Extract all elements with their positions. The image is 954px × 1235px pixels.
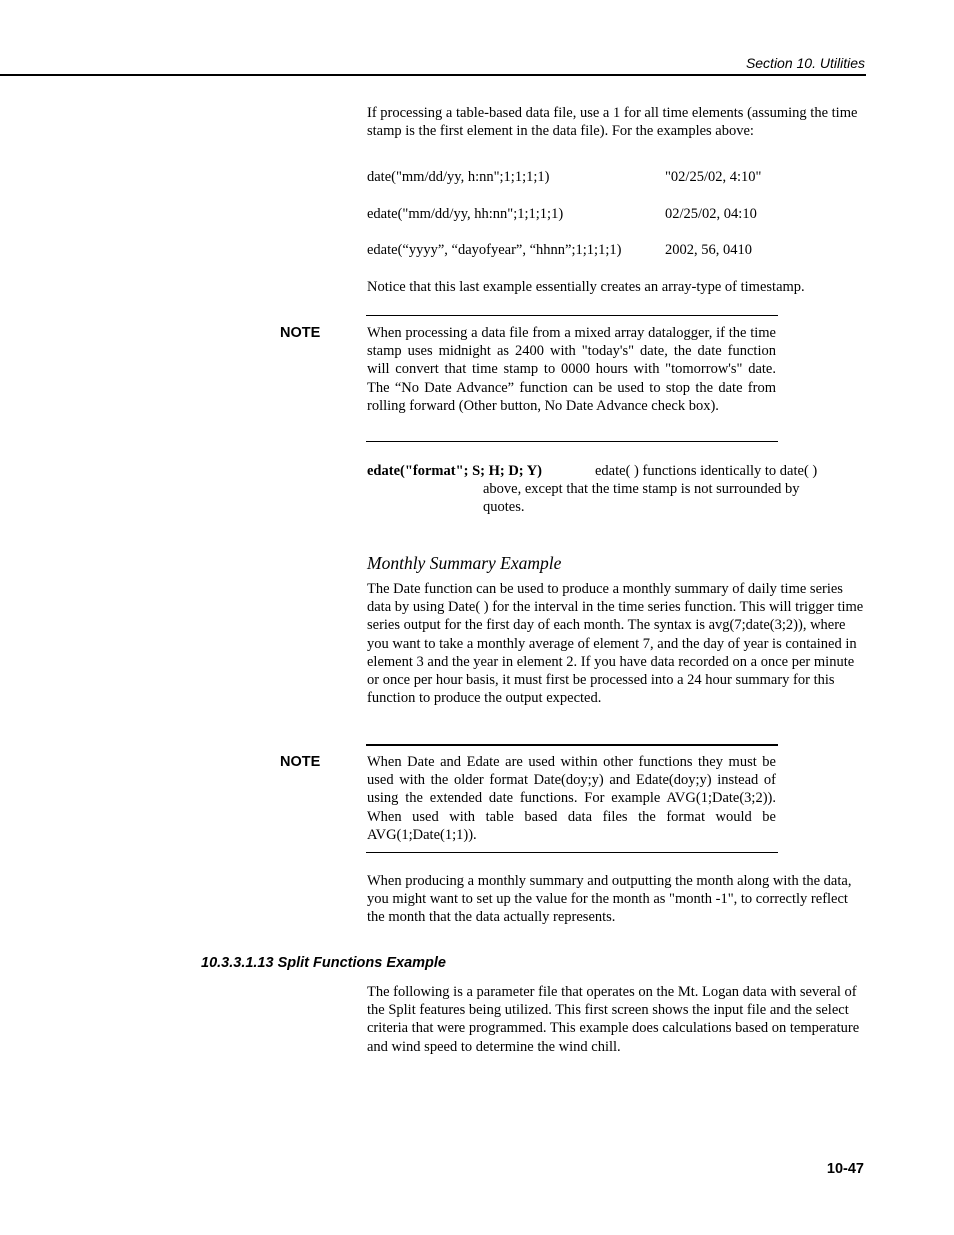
example-result-1: "02/25/02, 4:10" — [665, 169, 762, 185]
note2-text: When Date and Edate are used within other functions they must be used with the older format Date(doy;y) and Edate(doy;y) instead of using the extended date functions. For example AVG(1;Date(3;2)). When used with table based data files the format would be AVG(1;Date(1;1)). — [367, 754, 776, 843]
notice-paragraph: Notice that this last example essentially creates an array-type of timestamp. — [367, 279, 805, 295]
example-result-3: 2002, 56, 0410 — [665, 242, 752, 258]
note2-label: NOTE — [280, 754, 321, 770]
split-functions-heading: 10.3.3.1.13 Split Functions Example — [201, 955, 446, 971]
intro-paragraph: If processing a table-based data file, use a 1 for all time elements (assuming the time stamp is the first element in the data file). For the examples above: — [367, 105, 858, 140]
header-rule — [0, 74, 866, 76]
note1-label: NOTE — [280, 325, 321, 341]
edate-description-first-line: edate( ) functions identically to date( ) — [595, 463, 818, 479]
example-expression-3: edate(“yyyy”, “dayofyear”, “hhnn”;1;1;1;1) — [367, 242, 622, 258]
producing-paragraph: When producing a monthly summary and outputting the month along with the data, you might want to set up the value for the month as "month -1", to correctly reflect the month that the data actually represents. — [367, 873, 852, 926]
note1-text: When processing a data file from a mixed array datalogger, if the time stamp uses midnight as 2400 with "today's" date, the date function will convert that time stamp to 0000 hours with "tomorrow's" date. The “No Date Advance” function can be used to stop the date from rolling forward (Other button, No Date Advance check box). — [367, 325, 776, 414]
monthly-summary-heading: Monthly Summary Example — [367, 553, 562, 573]
split-functions-paragraph: The following is a parameter file that operates on the Mt. Logan data with several of the Split features being utilized. This first screen shows the input file and the select criteria that were programmed. This example does calculations based on temperature and wind speed to determine the wind chill. — [367, 984, 860, 1055]
example-expression-2: edate("mm/dd/yy, hh:nn";1;1;1;1) — [367, 206, 564, 222]
note2-bottom-rule — [366, 852, 778, 853]
monthly-summary-paragraph: The Date function can be used to produce a monthly summary of daily time series data by using Date( ) for the interval in the time series function. This will trigger time series output for the first day of each month. The syntax is avg(7;date(3;2)), where you want to take a monthly average of element 7, and the day of year is contained in element 3 and the year in element 2. If you have data recorded on a once per minute or once per hour basis, it must first be processed into a 24 hour summary for this function to produce the output expected. — [367, 581, 864, 707]
page-number: 10-47 — [826, 1161, 864, 1177]
note1-bottom-rule — [366, 441, 778, 442]
note1-top-rule — [366, 315, 778, 316]
example-result-2: 02/25/02, 04:10 — [665, 206, 757, 222]
edate-description-rest: above, except that the time stamp is not surrounded by quotes. — [483, 481, 800, 516]
running-header: Section 10. Utilities — [745, 55, 865, 71]
edate-signature: edate("format"; S; H; D; Y) — [367, 463, 543, 479]
note2-top-rule — [366, 744, 778, 746]
example-expression-1: date("mm/dd/yy, h:nn";1;1;1;1) — [367, 169, 550, 185]
